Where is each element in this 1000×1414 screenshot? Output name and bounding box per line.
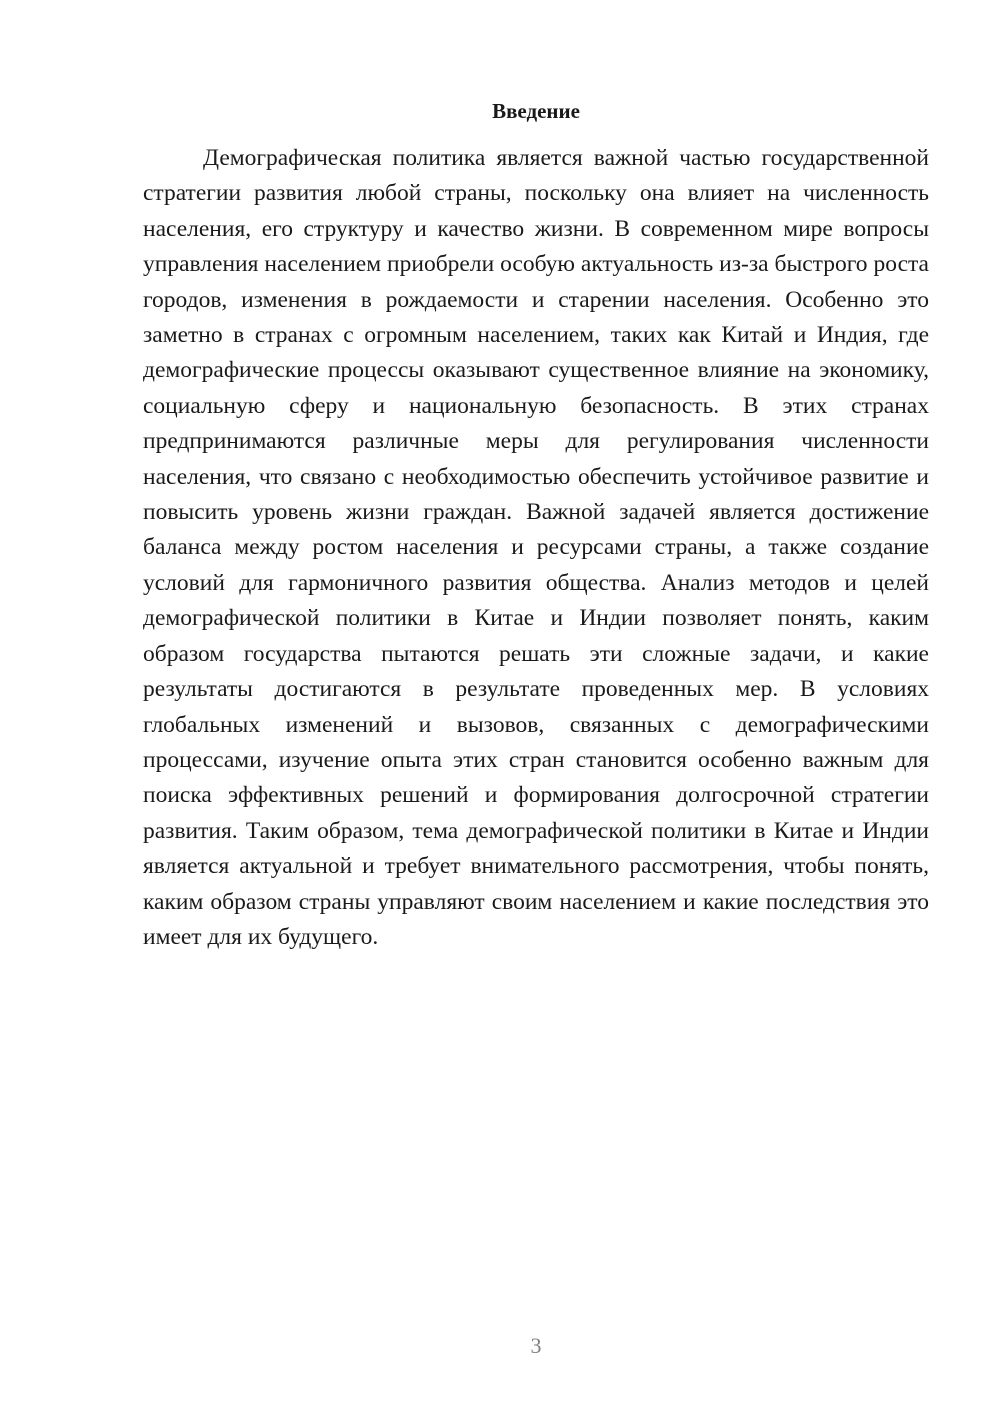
intro-paragraph: Демографическая политика является важной частью государственной стратегии развития любой страны, поскольку она влияет на численность населения, его структуру и качество жизни. В современном мире вопросы управления населением приобрели особую актуальность из-за быстрого роста городов, изменения в рождаемости и старении населения. Особенно это заметно в странах с огромным населением, таких как Китай и Индия, где демографические процессы оказывают существенное влияние на экономику, социальную сферу и национальную безопасность. В этих странах предпринимаются различные меры для регулирования численности населения, что связано с необходимостью обеспечить устойчивое развитие и повысить уровень жизни граждан. Важной задачей является достижение баланса между ростом населения и ресурсами страны, а также создание условий для гармоничного развития общества. Анализ методов и целей демографической политики в Китае и Индии позволяет понять, каким образом государства пытаются решать эти сложные задачи, и какие результаты достигаются в результате проведенных мер. В условиях глобальных изменений и вызовов, связанных с демографическими процессами, изучение опыта этих стран становится особенно важным для поиска эффективных решений и формирования долгосрочной стратегии развития. Таким образом, тема демографической политики в Китае и Индии является актуальной и требует внимательного рассмотрения, чтобы понять, каким образом страны управляют своим населением и какие последствия это имеет для их будущего.	[143, 145, 929, 950]
page-number: 3	[530, 1333, 542, 1358]
section-heading: Введение	[492, 99, 580, 123]
